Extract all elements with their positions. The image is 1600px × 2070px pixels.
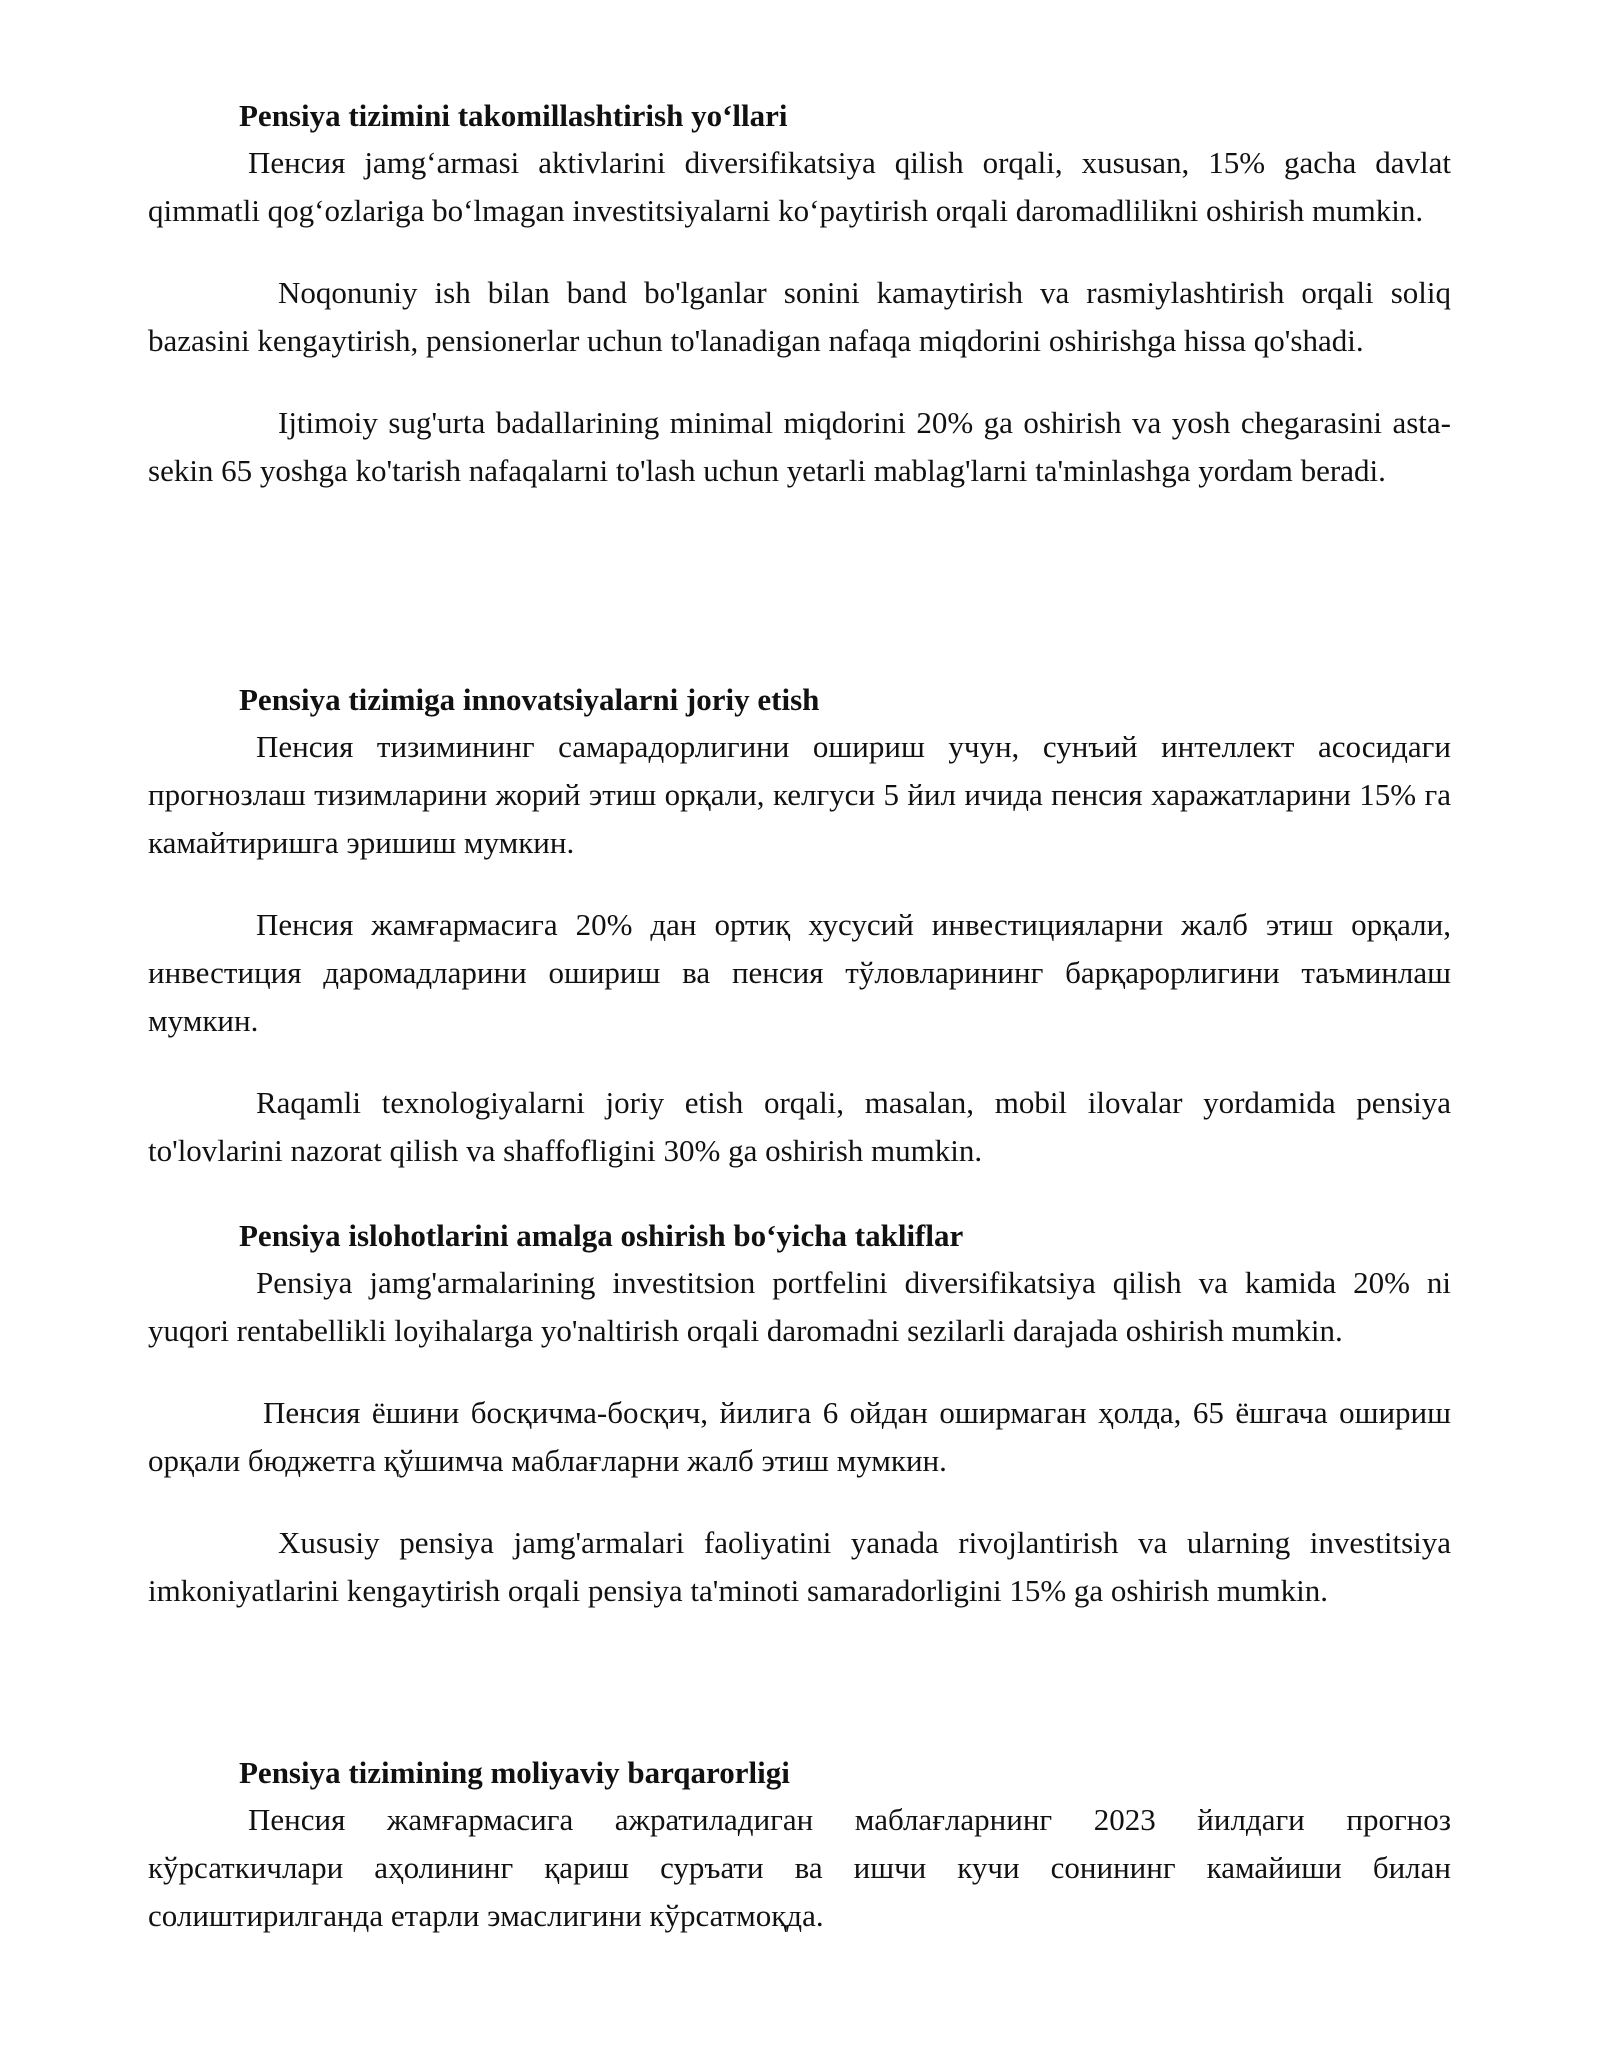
paragraph: Пенсия jamg‘armasi aktivlarini diversifikatsiya qilish orqali, xususan, 15% gacha davlat qimmatli qog‘ozlariga bo‘lmagan investitsiyalarni ko‘paytirish orqali daromadlilikni oshirish mumkin. [148,145,1451,228]
section-pension-financial-stability [148,1750,1451,1940]
paragraph: Пенсия тизимининг самарадорлигини ошириш учун, сунъий интеллект асосидаги прогнозлаш тизимларини жорий этиш орқали, келгуси 5 йил ичида пенсия харажатларини 15% га камайтиришга эришиш мумкин. [148,729,1451,860]
paragraph: Пенсия жамғармасига ажратиладиган маблағларнинг 2023 йилдаги прогноз кўрсаткичлари аҳолининг қариш суръати ва ишчи кучи сонининг камайиши билан солиштирилганда етарли эмаслигини кўрсатмоқда. [148,1802,1451,1933]
section-pension-reform-proposals [148,1213,1451,1615]
paragraph: Пенсия ёшини босқичма-босқич, йилига 6 ойдан оширмаган ҳолда, 65 ёшгача ошириш орқали бюджетга қўшимча маблағларни жалб этиш мумкин. [148,1395,1451,1478]
section-pension-innovation [148,677,1451,1175]
paragraph: Noqonuniy ish bilan band bo'lganlar sonini kamaytirish va rasmiylashtirish orqali soliq bazasini kengaytirish, pensionerlar uchun to'lanadigan nafaqa miqdorini oshirishga hissa qo'shadi. [148,275,1451,358]
section-heading: Pensiya tizimini takomillashtirish yo‘llari [239,98,788,133]
paragraph: Pensiya jamg'armalarining investitsion portfelini diversifikatsiya qilish va kamida 20% ni yuqori rentabellikli loyihalarga yo'naltirish orqali daromadni sezilarli darajada oshirish mumkin. [148,1265,1451,1348]
section-heading: Pensiya islohotlarini amalga oshirish bo‘yicha takliflar [239,1218,964,1253]
section-heading: Pensiya tizimiga innovatsiyalarni joriy etish [239,682,820,717]
section-heading: Pensiya tizimining moliyaviy barqarorligi [239,1755,790,1790]
paragraph: Пенсия жамғармасига 20% дан ортиқ хусусий инвестицияларни жалб этиш орқали, инвестиция даромадларини ошириш ва пенсия тўловларининг барқарорлигини таъминлаш мумкин. [148,907,1451,1038]
section-pension-improvement [148,93,1451,495]
paragraph: Raqamli texnologiyalarni joriy etish orqali, masalan, mobil ilovalar yordamida pensiya to'lovlarini nazorat qilish va shaffofligini 30% ga oshirish mumkin. [148,1085,1451,1168]
paragraph: Xususiy pensiya jamg'armalari faoliyatini yanada rivojlantirish va ularning investitsiya imkoniyatlarini kengaytirish orqali pensiya ta'minoti samaradorligini 15% ga oshirish mumkin. [148,1525,1451,1608]
paragraph: Ijtimoiy sug'urta badallarining minimal miqdorini 20% ga oshirish va yosh chegarasini asta-sekin 65 yoshga ko'tarish nafaqalarni to'lash uchun yetarli mablag'larni ta'minlashga yordam beradi. [148,405,1451,488]
